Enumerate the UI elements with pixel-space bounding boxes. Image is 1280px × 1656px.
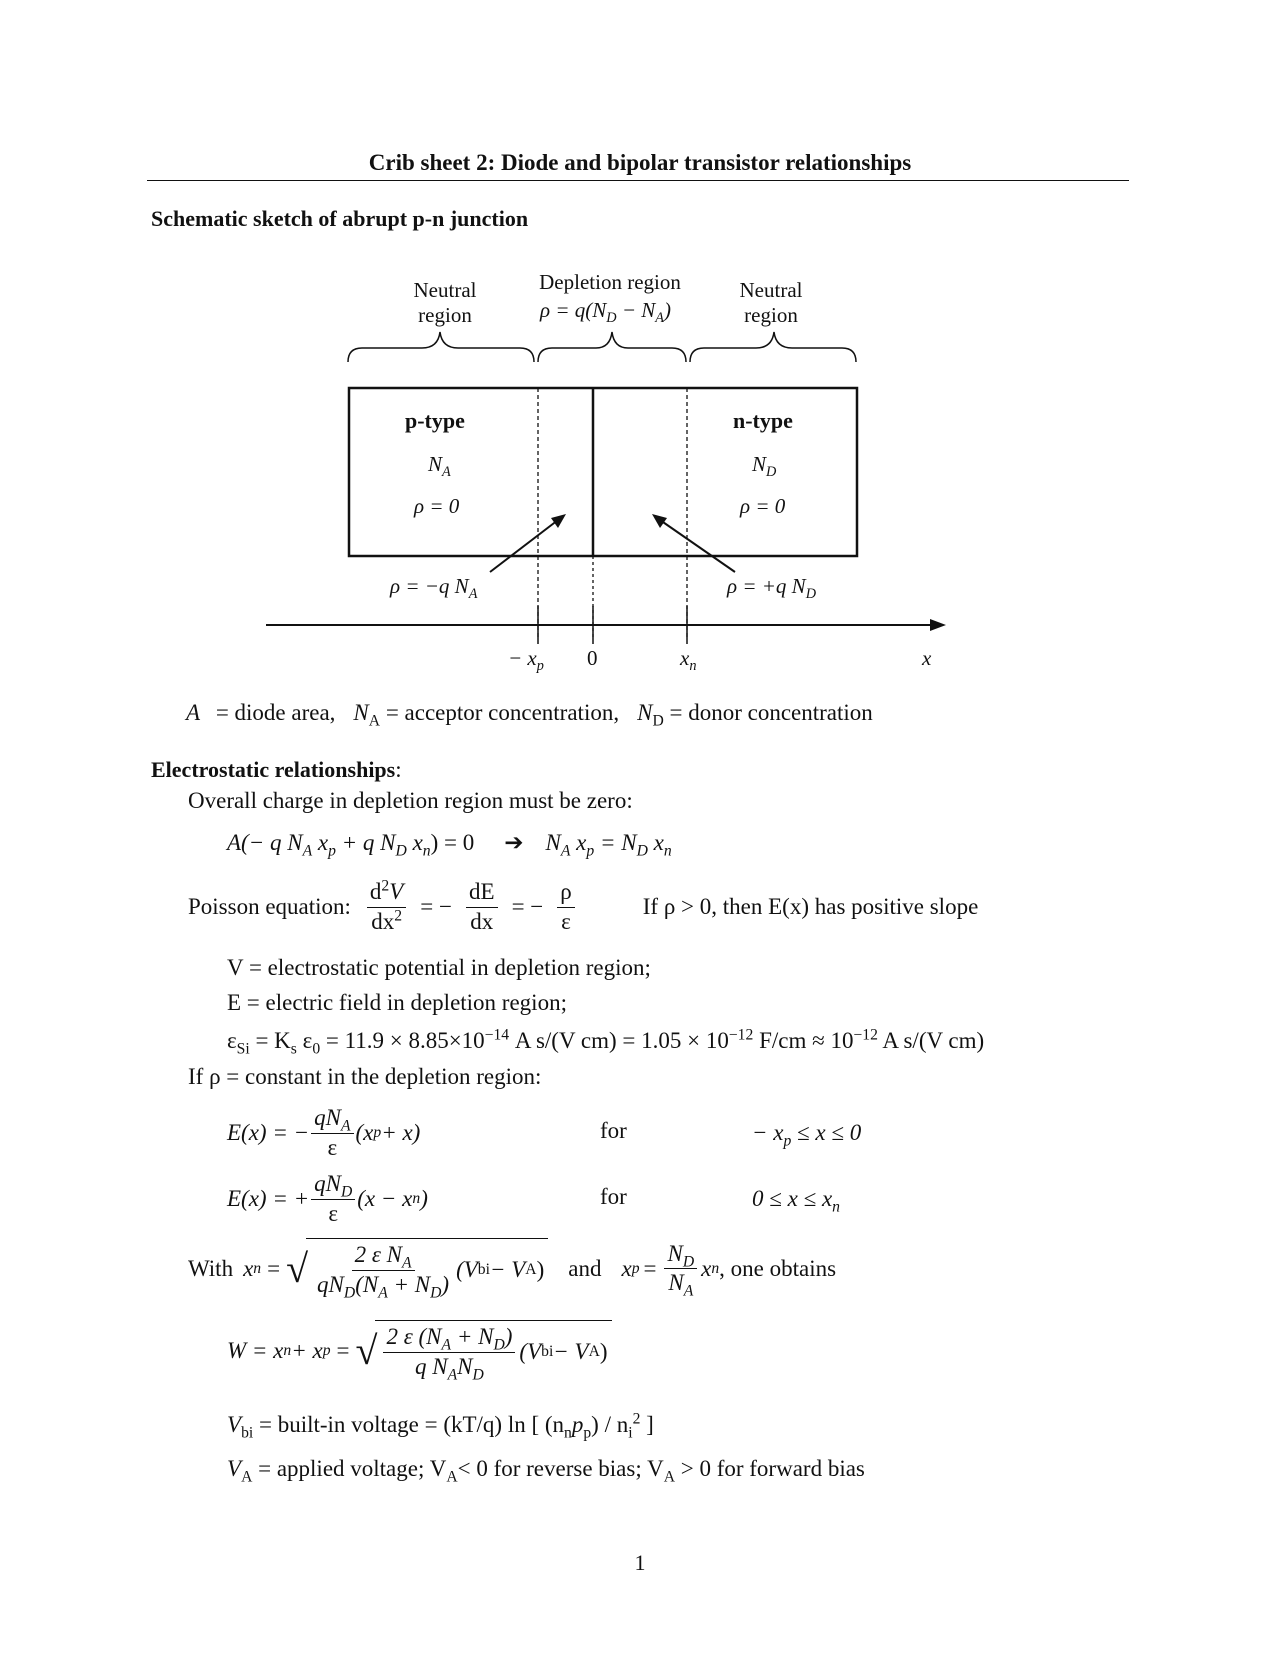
neutral-left-label-2: region xyxy=(418,303,472,327)
charge-neutrality-equation: A(− q $N_A$ $x_p + q$ $N_D$ $x_n) = 0$ ➔ $N_A$ $x_p = N_D$ $x_n$ xyxy=(227,830,672,860)
axis-x-label: x xyxy=(922,646,932,670)
tick-xp-label: − $x_p$ xyxy=(508,646,544,675)
permittivity-definition: $\varepsilon_{Si} = K_s$ $\varepsilon_0 = 11.9 \times 8.85\times 10^{-14}$ A s/(V $cm) = 1.05 \times 10^{-12}$ $F/cm \approx 10^{-12}$ A s/(V cm) xyxy=(227,1026,985,1058)
diagram-legend: A = diode area, $N_A$ = acceptor concentration, $N_D$ = donor concentration xyxy=(186,700,873,730)
rho-minus-label: ρ = −q $N_A$ xyxy=(390,574,478,603)
arrow-right xyxy=(660,520,735,572)
n-rho-label: ρ = 0 xyxy=(740,494,786,518)
overall-charge-text: Overall charge in depletion region must be zero: xyxy=(188,788,633,813)
tick-xn-label: $x_n$ xyxy=(680,646,697,675)
v-definition: V = electrostatic potential in depletion region; xyxy=(227,955,651,980)
va-definition: $V_A$ = applied voltage; $V_A< 0$ for reverse bias; $V_A > 0$ for forward bias xyxy=(227,1456,865,1486)
e-definition: E = electric field in depletion region; xyxy=(227,990,567,1015)
field-equation-2: E(x) = + $\frac{qN_D}{\varepsilon}$ (x − x n ) xyxy=(227,1171,428,1226)
left-neutral-brace xyxy=(348,332,534,362)
field-1-for: for xyxy=(600,1118,627,1143)
arrow-left xyxy=(490,520,558,572)
tick-zero-label: 0 xyxy=(587,646,598,670)
junction-heading: Schematic sketch of abrupt p-n junction xyxy=(151,206,529,231)
neutral-right-label-1: Neutral xyxy=(739,278,803,302)
p-rho-label: ρ = 0 xyxy=(414,494,460,518)
right-neutral-brace xyxy=(690,332,856,362)
depletion-rho-label: $\rho = q(N_D - N_A)$ xyxy=(540,298,671,327)
n-nd-label: $N_D$ xyxy=(752,452,777,481)
x-axis-arrow xyxy=(930,619,946,631)
page-title: Crib sheet 2: Diode and bipolar transistor relationships xyxy=(368,150,912,175)
field-equation-1: E(x) = − $\frac{qN_A}{\varepsilon}$ (x p + x) xyxy=(227,1105,421,1160)
xn-equation: With x n = √ $\frac{2 \varepsilon N_A}{qN_D(N_A + N_D)}$ (V bi − V A ) and x p = $\frac{N_D}{N_A}$ x n , one obtains xyxy=(188,1238,836,1300)
field-1-range: − $x_p \le x \le 0$ xyxy=(752,1120,862,1150)
electrostatics-heading: Electrostatic relationships: xyxy=(151,757,402,782)
arrow-right-head xyxy=(652,514,667,528)
vbi-definition: $V_{bi}$ = built-in voltage = (kT/q) ln [ $(n_np_p) / n_i^2$ ] xyxy=(227,1410,654,1442)
depletion-label-1: Depletion region xyxy=(539,270,681,294)
neutral-left-label-1: Neutral xyxy=(413,278,477,302)
pn-junction-diagram xyxy=(0,0,1280,700)
rho-plus-label: ρ = +q $N_D$ xyxy=(727,574,816,603)
page-number: 1 xyxy=(634,1550,646,1575)
p-type-label: p-type xyxy=(405,408,465,433)
field-2-range: $0 \le x \le x_n$ xyxy=(752,1186,840,1216)
field-2-for: for xyxy=(600,1184,627,1209)
constant-rho-text: If ρ = constant in the depletion region: xyxy=(188,1064,542,1089)
n-type-label: n-type xyxy=(733,408,793,433)
arrow-left-head xyxy=(551,514,566,528)
depletion-brace xyxy=(538,332,686,362)
depletion-width-equation: W = x n + x p = √ $\frac{2 \varepsilon (N_A + N_D)}{q N_AN_D}$ (V bi − V A ) xyxy=(227,1320,612,1382)
p-na-label: $N_A$ xyxy=(428,452,451,481)
neutral-right-label-2: region xyxy=(744,303,798,327)
poisson-equation: Poisson equation: $\frac{d^2V}{dx^2}$ = − $\frac{dE}{dx}$ = − $\frac{\rho}{\varepsilon}$ If ρ > 0, then E(x) has positive slope xyxy=(188,877,979,934)
